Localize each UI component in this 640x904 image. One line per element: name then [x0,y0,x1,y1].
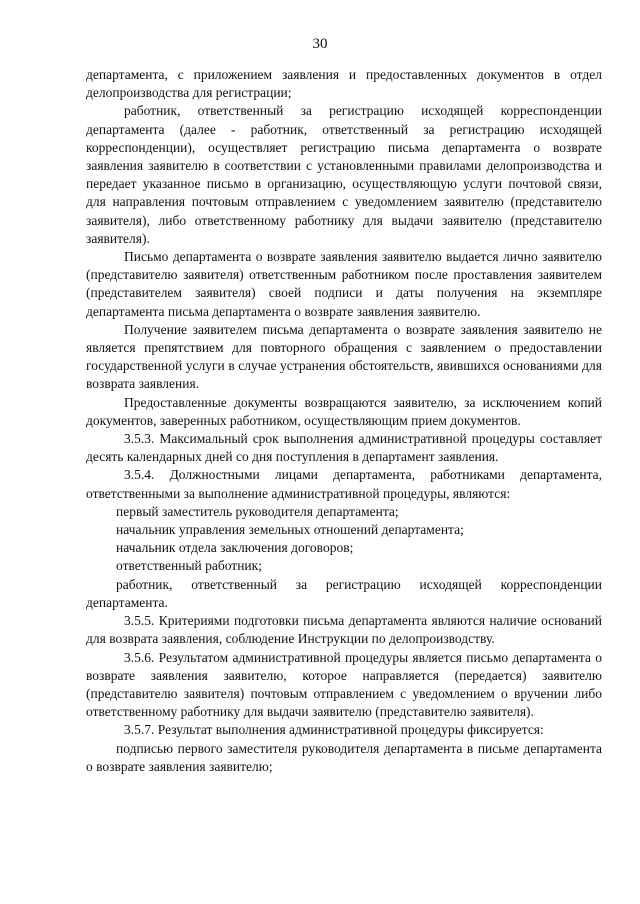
list-item: ответственный работник; [116,558,262,574]
list-item: начальник отдела заключения договоров; [116,540,354,556]
paragraph: работник, ответственный за регистрацию исходящей корреспонденции департамента (далее - работник, ответственный за регистрацию исходящей корреспонденции), осуществляет регистрацию письма департамента о возврате заявления заявителю в соответствии с установленными правилами делопроизводства и передает указанное письмо в организацию, осуществляющую услуги почтовой связи, для направления почтовым отправлением с уведомлением заявителю (представителю заявителя), либо ответственному работнику для выдачи заявителю (представителю заявителя). [86,103,602,246]
paragraph: 3.5.7. Результат выполнения административной процедуры фиксируется: [124,722,544,738]
paragraph: департамента, с приложением заявления и предоставленных документов в отдел делопроизводства для регистрации; [86,67,602,101]
paragraph: подписью первого заместителя руководителя департамента в письме департамента о возврате заявления заявителю; [86,740,602,774]
page-number: 30 [312,36,328,52]
paragraph: 3.5.4. Должностными лицами департамента, работниками департамента, ответственными за выполнение административной процедуры, являются: [86,467,602,501]
list-item: работник, ответственный за регистрацию исходящей корреспонденции департамента. [86,576,602,610]
paragraph: 3.5.5. Критериями подготовки письма департамента являются наличие оснований для возврата заявления, соблюдение Инструкции по делопроизводству. [86,613,602,647]
paragraph: 3.5.3. Максимальный срок выполнения административной процедуры составляет десять календарных дней со дня поступления в департамент заявления. [86,431,602,465]
list-item: первый заместитель руководителя департамента; [116,503,399,519]
paragraph: Получение заявителем письма департамента о возврате заявления заявителю не является препятствием для повторного обращения с заявлением о предоставлении государственной услуги в случае устранения обстоятельств, явившихся основаниями для возврата заявления. [86,321,602,392]
list-item: начальник управления земельных отношений департамента; [116,522,464,538]
paragraph: 3.5.6. Результатом административной процедуры является письмо департамента о возврате заявления заявителю, которое направляется (передается) заявителю (представителю заявителя) почтовым отправлением с уведомлением о вручении либо ответственному работнику для выдачи заявителю (представителю заявителя). [86,649,602,720]
document-body [86,66,602,776]
paragraph: Предоставленные документы возвращаются заявителю, за исключением копий документов, заверенных работником, осуществляющим прием документов. [86,394,602,428]
paragraph: Письмо департамента о возврате заявления заявителю выдается лично заявителю (представителю заявителя) ответственным работником после проставления заявителем (представителем заявителя) своей подписи и даты получения на экземпляре департамента письма департамента о возврате заявления заявителю. [86,249,602,319]
